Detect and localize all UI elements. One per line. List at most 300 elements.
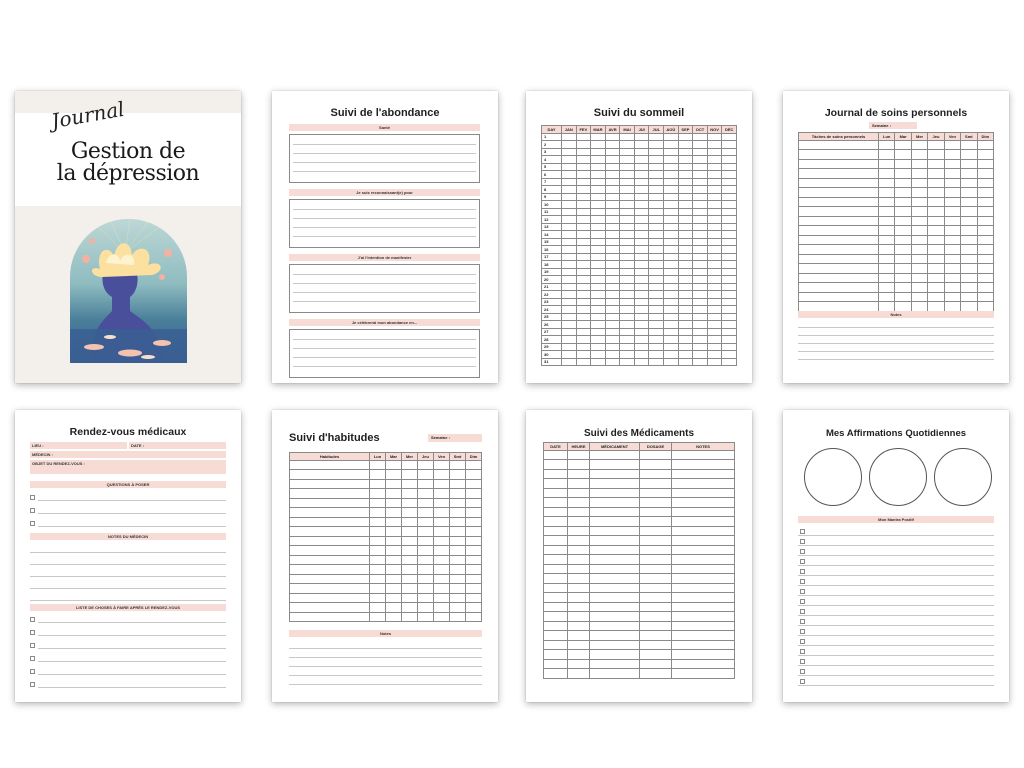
- medication-cell[interactable]: [672, 545, 735, 555]
- habit-cell[interactable]: [466, 508, 482, 518]
- sleep-cell[interactable]: [562, 148, 577, 156]
- sleep-cell[interactable]: [591, 193, 606, 201]
- sleep-cell[interactable]: [722, 223, 737, 231]
- sleep-cell[interactable]: [707, 253, 722, 261]
- sleep-cell[interactable]: [634, 201, 649, 209]
- sleep-cell[interactable]: [620, 238, 635, 246]
- medication-cell[interactable]: [672, 564, 735, 574]
- sleep-cell[interactable]: [576, 186, 591, 194]
- sleep-cell[interactable]: [634, 246, 649, 254]
- habit-cell[interactable]: [402, 555, 418, 565]
- sleep-cell[interactable]: [678, 336, 693, 344]
- selfcare-cell[interactable]: [879, 226, 895, 236]
- selfcare-cell[interactable]: [961, 226, 977, 236]
- sleep-cell[interactable]: [678, 133, 693, 141]
- sleep-cell[interactable]: [620, 321, 635, 329]
- checkbox[interactable]: [800, 669, 805, 674]
- habit-cell[interactable]: [418, 527, 434, 537]
- selfcare-cell[interactable]: [928, 245, 944, 255]
- medication-cell[interactable]: [590, 479, 640, 489]
- selfcare-cell[interactable]: [961, 245, 977, 255]
- sleep-cell[interactable]: [634, 261, 649, 269]
- date-field[interactable]: [129, 442, 226, 449]
- medication-cell[interactable]: [590, 583, 640, 593]
- habit-cell[interactable]: [418, 574, 434, 584]
- selfcare-cell[interactable]: [961, 235, 977, 245]
- sleep-cell[interactable]: [678, 283, 693, 291]
- habit-cell[interactable]: [450, 508, 466, 518]
- sleep-cell[interactable]: [722, 336, 737, 344]
- habit-cell[interactable]: [418, 479, 434, 489]
- sleep-cell[interactable]: [678, 216, 693, 224]
- sleep-cell[interactable]: [707, 276, 722, 284]
- medication-cell[interactable]: [672, 469, 735, 479]
- sleep-cell[interactable]: [620, 283, 635, 291]
- medication-cell[interactable]: [590, 460, 640, 470]
- habit-cell[interactable]: [402, 460, 418, 470]
- sleep-cell[interactable]: [591, 328, 606, 336]
- habit-cell[interactable]: [450, 612, 466, 622]
- sleep-cell[interactable]: [722, 328, 737, 336]
- medication-cell[interactable]: [590, 517, 640, 527]
- sleep-cell[interactable]: [605, 216, 620, 224]
- sleep-cell[interactable]: [722, 306, 737, 314]
- sleep-cell[interactable]: [591, 336, 606, 344]
- abundance-write-box[interactable]: [289, 134, 480, 183]
- habit-cell[interactable]: [434, 479, 450, 489]
- selfcare-week-field[interactable]: [869, 122, 917, 129]
- selfcare-cell[interactable]: [911, 197, 927, 207]
- sleep-cell[interactable]: [649, 201, 664, 209]
- sleep-cell[interactable]: [620, 276, 635, 284]
- sleep-cell[interactable]: [693, 351, 708, 359]
- sleep-cell[interactable]: [576, 358, 591, 366]
- sleep-cell[interactable]: [562, 133, 577, 141]
- sleep-cell[interactable]: [649, 306, 664, 314]
- medication-cell[interactable]: [544, 536, 568, 546]
- sleep-cell[interactable]: [634, 141, 649, 149]
- sleep-cell[interactable]: [664, 186, 679, 194]
- medication-cell[interactable]: [590, 564, 640, 574]
- mantra-row[interactable]: [798, 656, 994, 666]
- sleep-cell[interactable]: [605, 328, 620, 336]
- sleep-cell[interactable]: [707, 261, 722, 269]
- habit-cell[interactable]: [370, 489, 386, 499]
- checkbox[interactable]: [800, 659, 805, 664]
- medication-cell[interactable]: [640, 612, 672, 622]
- medication-cell[interactable]: [544, 450, 568, 460]
- selfcare-cell[interactable]: [961, 292, 977, 302]
- medication-cell[interactable]: [672, 621, 735, 631]
- selfcare-cell[interactable]: [928, 188, 944, 198]
- sleep-cell[interactable]: [649, 133, 664, 141]
- sleep-cell[interactable]: [620, 268, 635, 276]
- checkbox[interactable]: [800, 679, 805, 684]
- medication-cell[interactable]: [590, 631, 640, 641]
- sleep-cell[interactable]: [649, 283, 664, 291]
- sleep-cell[interactable]: [693, 186, 708, 194]
- sleep-cell[interactable]: [722, 261, 737, 269]
- sleep-cell[interactable]: [678, 141, 693, 149]
- selfcare-cell[interactable]: [944, 150, 960, 160]
- sleep-cell[interactable]: [620, 186, 635, 194]
- sleep-cell[interactable]: [576, 133, 591, 141]
- sleep-cell[interactable]: [678, 343, 693, 351]
- sleep-cell[interactable]: [562, 306, 577, 314]
- selfcare-cell[interactable]: [895, 273, 911, 283]
- selfcare-cell[interactable]: [895, 292, 911, 302]
- selfcare-cell[interactable]: [977, 188, 993, 198]
- sleep-cell[interactable]: [693, 298, 708, 306]
- medication-cell[interactable]: [568, 460, 590, 470]
- sleep-cell[interactable]: [591, 253, 606, 261]
- sleep-cell[interactable]: [591, 231, 606, 239]
- medication-cell[interactable]: [568, 621, 590, 631]
- checkbox[interactable]: [800, 629, 805, 634]
- habit-cell[interactable]: [370, 498, 386, 508]
- sleep-cell[interactable]: [722, 298, 737, 306]
- selfcare-cell[interactable]: [977, 245, 993, 255]
- selfcare-cell[interactable]: [944, 283, 960, 293]
- medication-cell[interactable]: [672, 507, 735, 517]
- selfcare-cell[interactable]: [911, 264, 927, 274]
- sleep-cell[interactable]: [576, 216, 591, 224]
- selfcare-cell[interactable]: [977, 159, 993, 169]
- checkbox[interactable]: [800, 569, 805, 574]
- sleep-cell[interactable]: [649, 238, 664, 246]
- sleep-cell[interactable]: [591, 156, 606, 164]
- habit-cell[interactable]: [434, 527, 450, 537]
- selfcare-cell[interactable]: [961, 197, 977, 207]
- selfcare-cell[interactable]: [944, 235, 960, 245]
- medication-cell[interactable]: [640, 631, 672, 641]
- habit-cell[interactable]: [290, 555, 370, 565]
- sleep-cell[interactable]: [678, 156, 693, 164]
- sleep-cell[interactable]: [693, 336, 708, 344]
- habit-cell[interactable]: [434, 603, 450, 613]
- habit-cell[interactable]: [386, 612, 402, 622]
- sleep-cell[interactable]: [678, 231, 693, 239]
- medication-cell[interactable]: [590, 659, 640, 669]
- sleep-cell[interactable]: [693, 156, 708, 164]
- sleep-cell[interactable]: [562, 291, 577, 299]
- selfcare-cell[interactable]: [799, 140, 879, 150]
- selfcare-cell[interactable]: [799, 169, 879, 179]
- habit-cell[interactable]: [370, 460, 386, 470]
- selfcare-cell[interactable]: [895, 216, 911, 226]
- sleep-cell[interactable]: [693, 246, 708, 254]
- medication-cell[interactable]: [568, 650, 590, 660]
- medication-cell[interactable]: [672, 593, 735, 603]
- sleep-cell[interactable]: [562, 313, 577, 321]
- sleep-cell[interactable]: [649, 193, 664, 201]
- sleep-cell[interactable]: [678, 313, 693, 321]
- selfcare-cell[interactable]: [928, 150, 944, 160]
- sleep-cell[interactable]: [693, 306, 708, 314]
- sleep-cell[interactable]: [620, 178, 635, 186]
- medication-cell[interactable]: [640, 507, 672, 517]
- selfcare-cell[interactable]: [944, 226, 960, 236]
- selfcare-cell[interactable]: [895, 178, 911, 188]
- selfcare-cell[interactable]: [911, 207, 927, 217]
- sleep-cell[interactable]: [562, 193, 577, 201]
- medication-cell[interactable]: [544, 564, 568, 574]
- selfcare-cell[interactable]: [977, 140, 993, 150]
- selfcare-cell[interactable]: [799, 226, 879, 236]
- habit-cell[interactable]: [466, 612, 482, 622]
- sleep-cell[interactable]: [576, 328, 591, 336]
- selfcare-cell[interactable]: [928, 169, 944, 179]
- sleep-cell[interactable]: [664, 141, 679, 149]
- habit-cell[interactable]: [386, 546, 402, 556]
- selfcare-cell[interactable]: [879, 188, 895, 198]
- abundance-write-box[interactable]: [289, 264, 480, 313]
- sleep-cell[interactable]: [634, 291, 649, 299]
- selfcare-cell[interactable]: [961, 264, 977, 274]
- selfcare-cell[interactable]: [879, 235, 895, 245]
- medication-cell[interactable]: [568, 488, 590, 498]
- sleep-cell[interactable]: [620, 171, 635, 179]
- sleep-cell[interactable]: [649, 246, 664, 254]
- sleep-cell[interactable]: [605, 186, 620, 194]
- sleep-cell[interactable]: [678, 321, 693, 329]
- sleep-cell[interactable]: [649, 156, 664, 164]
- mantra-row[interactable]: [798, 586, 994, 596]
- habit-cell[interactable]: [386, 593, 402, 603]
- habit-cell[interactable]: [466, 603, 482, 613]
- sleep-cell[interactable]: [620, 156, 635, 164]
- sleep-cell[interactable]: [693, 283, 708, 291]
- sleep-cell[interactable]: [664, 223, 679, 231]
- sleep-cell[interactable]: [678, 328, 693, 336]
- sleep-cell[interactable]: [605, 163, 620, 171]
- sleep-cell[interactable]: [707, 231, 722, 239]
- selfcare-cell[interactable]: [944, 264, 960, 274]
- medication-cell[interactable]: [568, 555, 590, 565]
- habit-cell[interactable]: [466, 479, 482, 489]
- selfcare-cell[interactable]: [879, 273, 895, 283]
- medication-cell[interactable]: [640, 593, 672, 603]
- selfcare-cell[interactable]: [895, 235, 911, 245]
- medication-cell[interactable]: [568, 517, 590, 527]
- sleep-cell[interactable]: [634, 313, 649, 321]
- sleep-cell[interactable]: [620, 246, 635, 254]
- sleep-cell[interactable]: [649, 223, 664, 231]
- medication-cell[interactable]: [640, 460, 672, 470]
- selfcare-cell[interactable]: [895, 197, 911, 207]
- selfcare-cell[interactable]: [895, 140, 911, 150]
- habit-cell[interactable]: [402, 508, 418, 518]
- checkbox[interactable]: [30, 521, 35, 526]
- sleep-cell[interactable]: [649, 291, 664, 299]
- medication-cell[interactable]: [544, 640, 568, 650]
- sleep-cell[interactable]: [693, 163, 708, 171]
- sleep-cell[interactable]: [605, 351, 620, 359]
- habit-cell[interactable]: [370, 527, 386, 537]
- medication-cell[interactable]: [672, 602, 735, 612]
- selfcare-cell[interactable]: [977, 169, 993, 179]
- sleep-cell[interactable]: [605, 261, 620, 269]
- sleep-cell[interactable]: [678, 253, 693, 261]
- habit-cell[interactable]: [290, 536, 370, 546]
- sleep-cell[interactable]: [634, 223, 649, 231]
- sleep-cell[interactable]: [664, 306, 679, 314]
- sleep-cell[interactable]: [634, 268, 649, 276]
- medication-cell[interactable]: [544, 479, 568, 489]
- selfcare-cell[interactable]: [977, 235, 993, 245]
- checkbox[interactable]: [800, 609, 805, 614]
- sleep-cell[interactable]: [693, 268, 708, 276]
- sleep-cell[interactable]: [707, 321, 722, 329]
- medication-cell[interactable]: [640, 479, 672, 489]
- medication-cell[interactable]: [672, 669, 735, 679]
- sleep-cell[interactable]: [664, 156, 679, 164]
- sleep-cell[interactable]: [707, 178, 722, 186]
- selfcare-cell[interactable]: [879, 178, 895, 188]
- selfcare-cell[interactable]: [944, 302, 960, 312]
- sleep-cell[interactable]: [693, 358, 708, 366]
- sleep-cell[interactable]: [722, 313, 737, 321]
- habit-cell[interactable]: [450, 498, 466, 508]
- sleep-cell[interactable]: [722, 231, 737, 239]
- sleep-cell[interactable]: [591, 276, 606, 284]
- sleep-cell[interactable]: [722, 343, 737, 351]
- checkbox[interactable]: [30, 643, 35, 648]
- selfcare-cell[interactable]: [799, 159, 879, 169]
- sleep-cell[interactable]: [649, 231, 664, 239]
- medication-cell[interactable]: [672, 555, 735, 565]
- medication-cell[interactable]: [640, 659, 672, 669]
- sleep-cell[interactable]: [591, 216, 606, 224]
- medication-cell[interactable]: [590, 545, 640, 555]
- selfcare-cell[interactable]: [928, 197, 944, 207]
- selfcare-notes-lines[interactable]: [798, 321, 994, 365]
- sleep-cell[interactable]: [605, 321, 620, 329]
- sleep-cell[interactable]: [693, 171, 708, 179]
- medication-cell[interactable]: [672, 479, 735, 489]
- habit-cell[interactable]: [402, 574, 418, 584]
- medication-cell[interactable]: [640, 640, 672, 650]
- sleep-cell[interactable]: [562, 358, 577, 366]
- selfcare-cell[interactable]: [799, 207, 879, 217]
- sleep-cell[interactable]: [620, 231, 635, 239]
- sleep-cell[interactable]: [664, 261, 679, 269]
- selfcare-cell[interactable]: [911, 235, 927, 245]
- medication-cell[interactable]: [590, 612, 640, 622]
- habit-cell[interactable]: [386, 460, 402, 470]
- sleep-cell[interactable]: [591, 133, 606, 141]
- sleep-cell[interactable]: [678, 201, 693, 209]
- medication-cell[interactable]: [568, 479, 590, 489]
- mantra-row[interactable]: [798, 546, 994, 556]
- sleep-cell[interactable]: [620, 351, 635, 359]
- habit-cell[interactable]: [450, 470, 466, 480]
- habit-cell[interactable]: [450, 460, 466, 470]
- sleep-cell[interactable]: [576, 193, 591, 201]
- habit-cell[interactable]: [386, 574, 402, 584]
- sleep-cell[interactable]: [576, 223, 591, 231]
- habit-cell[interactable]: [402, 546, 418, 556]
- selfcare-cell[interactable]: [977, 150, 993, 160]
- sleep-cell[interactable]: [605, 238, 620, 246]
- habit-cell[interactable]: [418, 603, 434, 613]
- sleep-cell[interactable]: [620, 193, 635, 201]
- sleep-cell[interactable]: [562, 276, 577, 284]
- sleep-cell[interactable]: [591, 313, 606, 321]
- habit-cell[interactable]: [434, 460, 450, 470]
- sleep-cell[interactable]: [605, 313, 620, 321]
- medication-cell[interactable]: [568, 593, 590, 603]
- habit-cell[interactable]: [434, 508, 450, 518]
- affirmation-circle[interactable]: [869, 448, 927, 506]
- habit-cell[interactable]: [450, 517, 466, 527]
- sleep-cell[interactable]: [620, 343, 635, 351]
- sleep-cell[interactable]: [605, 336, 620, 344]
- medication-cell[interactable]: [544, 498, 568, 508]
- habit-cell[interactable]: [386, 470, 402, 480]
- sleep-cell[interactable]: [562, 253, 577, 261]
- sleep-cell[interactable]: [678, 246, 693, 254]
- sleep-cell[interactable]: [678, 276, 693, 284]
- selfcare-cell[interactable]: [911, 159, 927, 169]
- sleep-cell[interactable]: [562, 141, 577, 149]
- habit-cell[interactable]: [370, 603, 386, 613]
- sleep-cell[interactable]: [591, 343, 606, 351]
- medication-cell[interactable]: [544, 631, 568, 641]
- sleep-cell[interactable]: [693, 321, 708, 329]
- habit-cell[interactable]: [290, 546, 370, 556]
- sleep-cell[interactable]: [722, 178, 737, 186]
- habit-cell[interactable]: [434, 565, 450, 575]
- sleep-cell[interactable]: [576, 283, 591, 291]
- sleep-cell[interactable]: [620, 253, 635, 261]
- selfcare-cell[interactable]: [911, 216, 927, 226]
- sleep-cell[interactable]: [605, 231, 620, 239]
- medication-cell[interactable]: [544, 612, 568, 622]
- selfcare-cell[interactable]: [944, 207, 960, 217]
- sleep-cell[interactable]: [634, 276, 649, 284]
- sleep-cell[interactable]: [562, 223, 577, 231]
- sleep-cell[interactable]: [707, 163, 722, 171]
- selfcare-cell[interactable]: [977, 292, 993, 302]
- habit-cell[interactable]: [434, 498, 450, 508]
- habit-cell[interactable]: [466, 546, 482, 556]
- sleep-cell[interactable]: [707, 156, 722, 164]
- checkbox[interactable]: [800, 649, 805, 654]
- medication-cell[interactable]: [590, 593, 640, 603]
- habit-cell[interactable]: [466, 565, 482, 575]
- sleep-cell[interactable]: [722, 268, 737, 276]
- habit-cell[interactable]: [418, 565, 434, 575]
- sleep-cell[interactable]: [620, 141, 635, 149]
- doctor-field[interactable]: [30, 451, 226, 458]
- sleep-cell[interactable]: [562, 171, 577, 179]
- sleep-cell[interactable]: [664, 351, 679, 359]
- selfcare-cell[interactable]: [961, 150, 977, 160]
- selfcare-cell[interactable]: [961, 140, 977, 150]
- habit-cell[interactable]: [418, 470, 434, 480]
- sleep-cell[interactable]: [605, 253, 620, 261]
- abundance-write-box[interactable]: [289, 199, 480, 248]
- habit-cell[interactable]: [370, 574, 386, 584]
- medication-cell[interactable]: [672, 659, 735, 669]
- selfcare-cell[interactable]: [911, 150, 927, 160]
- habit-cell[interactable]: [450, 527, 466, 537]
- medication-cell[interactable]: [672, 488, 735, 498]
- sleep-cell[interactable]: [649, 216, 664, 224]
- habit-cell[interactable]: [402, 479, 418, 489]
- medication-cell[interactable]: [544, 488, 568, 498]
